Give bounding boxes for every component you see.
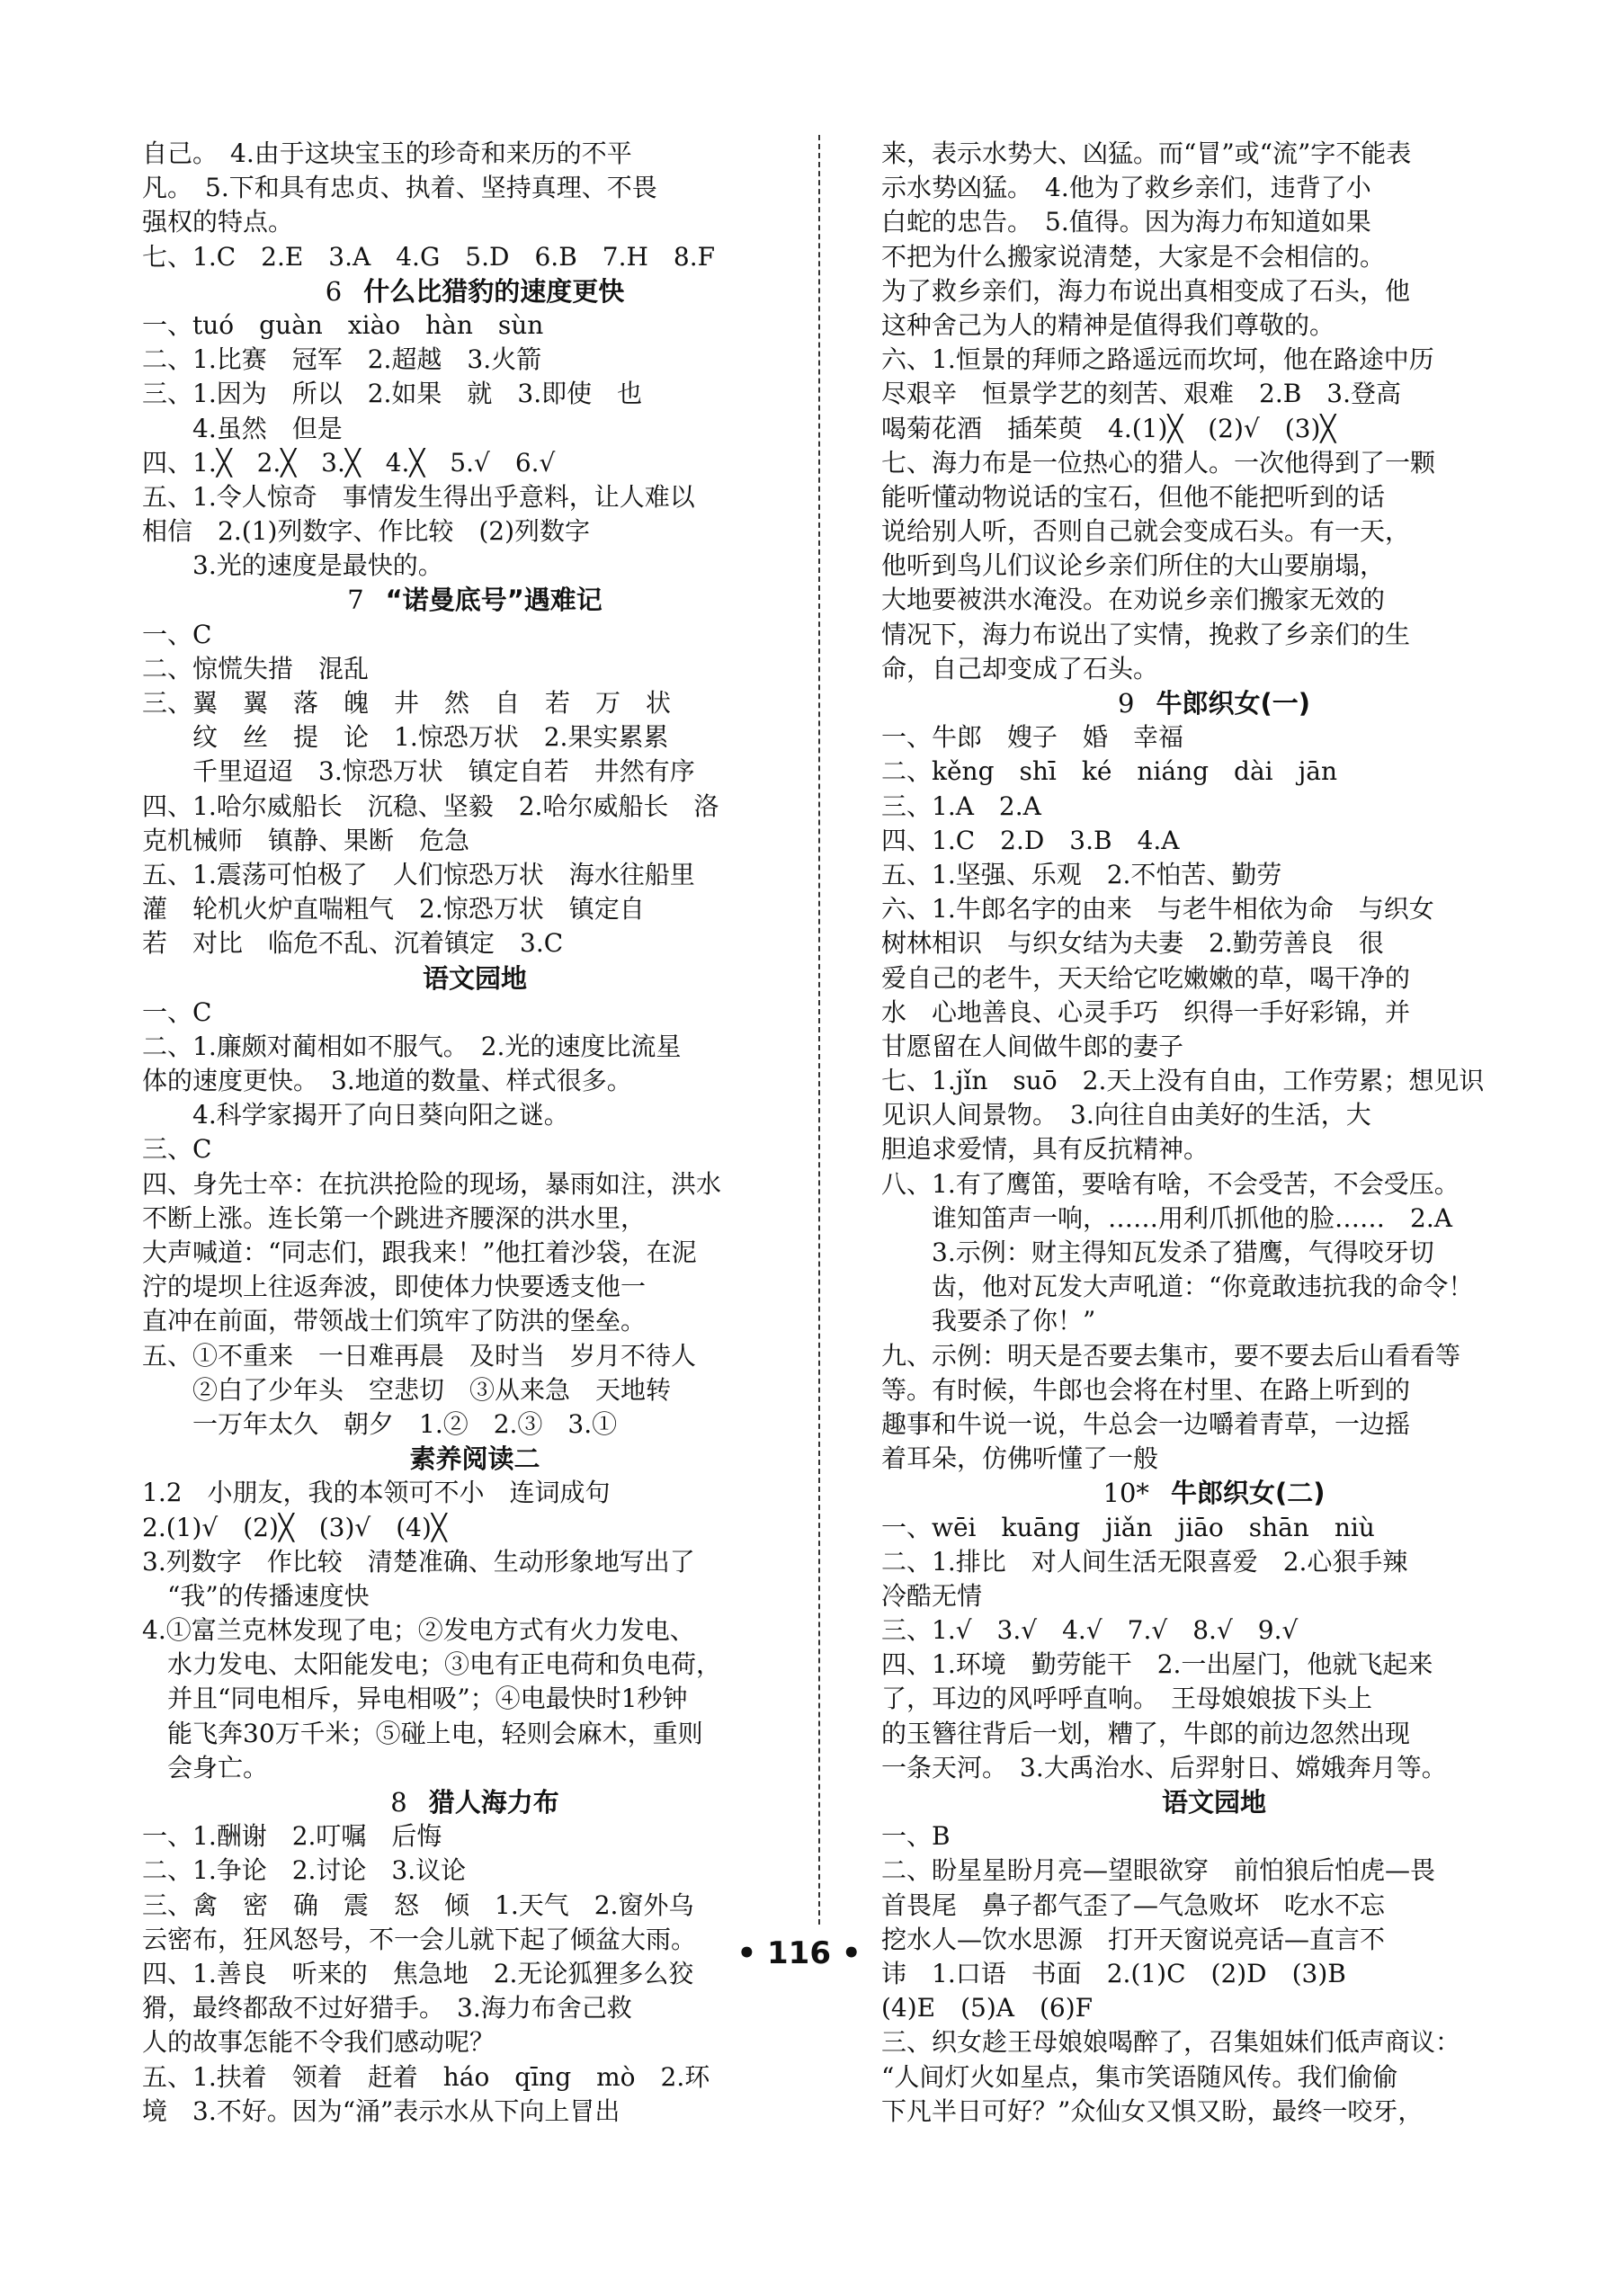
answer-line: 不断上涨。连长第一个跳进齐腰深的洪水里， [142, 1202, 647, 1233]
answer-line: 讳 1.口语 书面 2.(1)C (2)D (3)B [881, 1958, 1346, 1988]
section-number: 6 [325, 275, 343, 307]
answer-line: 2.(1)√ (2)╳ (3)√ (4)╳ [142, 1512, 447, 1542]
section-number: 9 [1118, 688, 1135, 719]
answer-line: 四、1.哈尔威船长 沉稳、坚毅 2.哈尔威船长 洛 [142, 791, 719, 821]
answer-line: 七、1.C 2.E 3.A 4.G 5.D 6.B 7.H 8.F [142, 241, 716, 272]
answer-line: 猾，最终都敌不过好猎手。 3.海力布舍己救 [142, 1993, 632, 2024]
answer-line: 胆追求爱情，具有反抗精神。 [881, 1134, 1210, 1165]
answer-line: 着耳朵，仿佛听懂了一般 [881, 1443, 1159, 1474]
answer-line: 三、1.因为 所以 2.如果 就 3.即使 也 [142, 379, 643, 409]
page-number: • 116 • [737, 1935, 861, 1971]
right-column [881, 137, 1547, 2129]
answer-line: 三、1.√ 3.√ 4.√ 7.√ 8.√ 9.√ [881, 1615, 1299, 1646]
answer-line: 下凡半日可好？”众仙女又惧又盼，最终一咬牙， [881, 2095, 1424, 2126]
answer-line: 树林相识 与织女结为夫妻 2.勤劳善良 很 [881, 928, 1384, 959]
answer-line: “人间灯火如星点，集市笑语随风传。我们偷偷 [881, 2061, 1398, 2092]
answer-line: 二、1.争论 2.讨论 3.议论 [142, 1855, 467, 1886]
answer-line: 不把为什么搬家说清楚，大家是不会相信的。 [881, 241, 1386, 272]
answer-line: 4.①富兰克林发现了电；②发电方式有火力发电、 [142, 1615, 695, 1646]
answer-line: 谁知笛声一响，……用利爪抓他的脸…… 2.A [881, 1202, 1452, 1233]
answer-line: 相信 2.(1)列数字、作比较 (2)列数字 [142, 516, 591, 547]
answer-line: 大地要被洪水淹没。在劝说乡亲们搬家无效的 [881, 585, 1386, 615]
section-heading [142, 1442, 808, 1476]
answer-line: 这种舍己为人的精神是值得我们尊敬的。 [881, 309, 1335, 340]
section-title: 牛郎织女(二) [1170, 1478, 1326, 1509]
answer-line: 千里迢迢 3.惊恐万状 镇定自若 井然有序 [142, 756, 695, 787]
answer-line: (4)E (5)A (6)F [881, 1993, 1094, 2024]
answer-line: 一、wēi kuāng jiǎn jiāo shān niù [881, 1512, 1375, 1542]
answer-line: 4.科学家揭开了向日葵向阳之谜。 [142, 1100, 569, 1130]
answer-line: 3.示例：财主得知瓦发杀了猎鹰，气得咬牙切 [881, 1237, 1434, 1267]
answer-line: 一万年太久 朝夕 1.② 2.③ 3.① [142, 1408, 618, 1439]
answer-line: 六、1.牛郎名字的由来 与老牛相依为命 与织女 [881, 894, 1434, 925]
answer-line: 二、1.廉颇对蔺相如不服气。 2.光的速度比流星 [142, 1031, 682, 1061]
section-heading [881, 686, 1547, 720]
answer-line: 水力发电、太阳能发电；③电有正电荷和负电荷， [142, 1649, 722, 1680]
answer-line: 等。有时候，牛郎也会将在村里、在路上听到的 [881, 1374, 1411, 1405]
answer-line: 命，自己却变成了石头。 [881, 653, 1159, 683]
answer-line: 了，耳边的风呼呼直响。 王母娘娘拔下头上 [881, 1684, 1373, 1714]
answer-line: 尽艰辛 恒景学艺的刻苦、艰难 2.B 3.登高 [881, 379, 1402, 409]
answer-line: 一、tuó guàn xiào hàn sùn [142, 309, 544, 340]
answer-line: 情况下，海力布说出了实情，挽救了乡亲们的生 [881, 619, 1411, 649]
answer-line: 3.光的速度是最快的。 [142, 550, 443, 581]
answer-line: 一、牛郎 嫂子 婚 幸福 [881, 722, 1184, 753]
answer-line: 喝菊花酒 插茱萸 4.(1)╳ (2)√ (3)╳ [881, 413, 1336, 443]
answer-line: 直冲在前面，带领战士们筑牢了防洪的堡垒。 [142, 1306, 647, 1336]
section-title: “诺曼底号”遇难记 [385, 585, 603, 616]
answer-line: 会身亡。 [142, 1752, 269, 1782]
answer-line: 见识人间景物。 3.向往自由美好的生活，大 [881, 1100, 1371, 1130]
answer-line: 首畏尾 鼻子都气歪了—气急败坏 吃水不忘 [881, 1890, 1386, 1920]
answer-line: 纹 丝 提 论 1.惊恐万状 2.果实累累 [142, 722, 669, 753]
section-title: 什么比猎豹的速度更快 [363, 275, 625, 307]
answer-line: 二、1.排比 对人间生活无限喜爱 2.心狠手辣 [881, 1546, 1408, 1577]
section-title: 猎人海力布 [428, 1787, 559, 1818]
answer-line: 示水势凶猛。 4.他为了救乡亲们，违背了小 [881, 173, 1371, 203]
section-number: 7 [347, 585, 364, 616]
answer-line: 五、①不重来 一日难再晨 及时当 岁月不待人 [142, 1340, 697, 1371]
section-number: 10* [1103, 1478, 1149, 1509]
answer-line: 六、1.恒景的拜师之路遥远而坎坷，他在路途中历 [881, 344, 1434, 375]
answer-line: 3.列数字 作比较 清楚准确、生动形象地写出了 [142, 1546, 695, 1577]
answer-line: 二、1.比赛 冠军 2.超越 3.火箭 [142, 344, 542, 375]
answer-line: 并且“同电相斥，异电相吸”；④电最快时1秒钟 [142, 1684, 688, 1714]
column-divider [818, 135, 820, 1925]
answer-line: 四、1.C 2.D 3.B 4.A [881, 825, 1180, 855]
answer-line: 四、1.环境 勤劳能干 2.一出屋门，他就飞起来 [881, 1649, 1433, 1680]
answer-line: 能飞奔30万千米；⑤碰上电，轻则会麻木，重则 [142, 1718, 703, 1748]
answer-line: 说给别人听，否则自己就会变成石头。有一天， [881, 516, 1411, 547]
answer-line: 水 心地善良、心灵手巧 织得一手好彩锦，并 [881, 996, 1411, 1027]
answer-line: 甘愿留在人间做牛郎的妻子 [881, 1031, 1184, 1061]
answer-line: 能听懂动物说话的宝石，但他不能把听到的话 [881, 481, 1386, 512]
answer-line: 齿，他对瓦发大声吼道：“你竟敢违抗我的命令！ [881, 1272, 1474, 1302]
answer-line: 1.2 小朋友，我的本领可不小 连词成句 [142, 1478, 611, 1508]
section-title: 语文园地 [422, 962, 527, 994]
answer-line: 三、翼 翼 落 魄 井 然 自 若 万 状 [142, 688, 672, 718]
answer-line: 五、1.令人惊奇 事情发生得出乎意料，让人难以 [142, 481, 695, 512]
answer-line: 九、示例：明天是否要去集市，要不要去后山看看等 [881, 1340, 1461, 1371]
answer-line: 我要杀了你！” [881, 1306, 1096, 1336]
answer-line: 趣事和牛说一说，牛总会一边嚼着青草，一边摇 [881, 1408, 1411, 1439]
answer-line: 八、1.有了鹰笛，要啥有啥，不会受苦，不会受压。 [881, 1168, 1460, 1199]
answer-line: 灌 轮机火炉直喘粗气 2.惊恐万状 镇定自 [142, 894, 645, 925]
answer-line: 克机械师 镇静、果断 危急 [142, 825, 470, 855]
section-heading [881, 1476, 1547, 1510]
answer-line: 三、禽 密 确 震 怒 倾 1.天气 2.窗外乌 [142, 1890, 694, 1920]
answer-line: 泞的堤坝上往返奔波，即使体力快要透支他一 [142, 1272, 647, 1302]
answer-line: 一、B [881, 1821, 951, 1852]
answer-line: 大声喊道：“同志们，跟我来！”他扛着沙袋，在泥 [142, 1237, 697, 1267]
section-heading [142, 1785, 808, 1819]
answer-line: 四、1.善良 听来的 焦急地 2.无论狐狸多么狡 [142, 1958, 694, 1988]
answer-line: 爱自己的老牛，天天给它吃嫩嫩的草，喝干净的 [881, 962, 1411, 993]
answer-line: 一、C [142, 996, 212, 1027]
answer-line: 七、1.jǐn suō 2.天上没有自由，工作劳累；想见识 [881, 1066, 1485, 1096]
answer-line: ②白了少年头 空悲切 ③从来急 天地转 [142, 1374, 672, 1405]
answer-line: 五、1.震荡可怕极了 人们惊恐万状 海水往船里 [142, 859, 695, 889]
answer-line: 4.虽然 但是 [142, 413, 343, 443]
answer-line: 七、海力布是一位热心的猎人。一次他得到了一颗 [881, 447, 1436, 478]
answer-line: 若 对比 临危不乱、沉着镇定 3.C [142, 928, 564, 959]
answer-line: 的玉簪往背后一划，糟了，牛郎的前边忽然出现 [881, 1718, 1411, 1748]
answer-line: 冷酷无情 [881, 1580, 983, 1611]
answer-line: 凡。 5.下和具有忠贞、执着、坚持真理、不畏 [142, 173, 657, 203]
answer-line: 二、盼星星盼月亮—望眼欲穿 前怕狼后怕虎—畏 [881, 1855, 1436, 1886]
answer-line: 人的故事怎能不令我们感动呢？ [142, 2027, 495, 2058]
answer-line: 四、1.╳ 2.╳ 3.╳ 4.╳ 5.√ 6.√ [142, 447, 556, 478]
answer-line: 二、kěng shī ké niáng dài jān [881, 756, 1338, 787]
answer-line: 五、1.扶着 领着 赶着 háo qīng mò 2.环 [142, 2061, 710, 2092]
answer-line: 为了救乡亲们，海力布说出真相变成了石头，他 [881, 275, 1411, 306]
section-heading [142, 583, 808, 617]
answer-line: 五、1.坚强、乐观 2.不怕苦、勤劳 [881, 859, 1282, 889]
answer-line: 境 3.不好。因为“涌”表示水从下向上冒出 [142, 2095, 620, 2126]
section-title: 素养阅读二 [409, 1443, 540, 1475]
section-heading [142, 274, 808, 308]
answer-line: 来，表示水势大、凶猛。而“冒”或“流”字不能表 [881, 138, 1412, 168]
section-title: 语文园地 [1161, 1787, 1266, 1818]
section-number: 8 [390, 1787, 407, 1818]
answer-line: 白蛇的忠告。 5.值得。因为海力布知道如果 [881, 207, 1371, 237]
answer-line: 自己。 4.由于这块宝玉的珍奇和来历的不平 [142, 138, 632, 168]
answer-line: 三、1.A 2.A [881, 791, 1041, 821]
answer-line: 云密布，狂风怒号，不一会儿就下起了倾盆大雨。 [142, 1924, 697, 1954]
section-heading [142, 961, 808, 996]
answer-line: 一条天河。 3.大禹治水、后羿射日、嫦娥奔月等。 [881, 1752, 1447, 1782]
answer-line: 一、C [142, 619, 212, 649]
answer-line: 三、织女趁王母娘娘喝醉了，召集姐妹们低声商议： [881, 2027, 1461, 2058]
answer-line: 体的速度更快。 3.地道的数量、样式很多。 [142, 1066, 632, 1096]
answer-line: 四、身先士卒：在抗洪抢险的现场，暴雨如注，洪水 [142, 1168, 722, 1199]
section-title: 牛郎织女(一) [1156, 688, 1310, 719]
answer-line: 三、C [142, 1134, 212, 1165]
answer-line: 一、1.酬谢 2.叮嘱 后悔 [142, 1821, 442, 1852]
section-heading [881, 1785, 1547, 1819]
answer-line: 二、惊慌失措 混乱 [142, 653, 370, 683]
answer-line: 他听到鸟儿们议论乡亲们所住的大山要崩塌， [881, 550, 1386, 581]
answer-line: 挖水人—饮水思源 打开天窗说亮话—直言不 [881, 1924, 1386, 1954]
answer-line: 强权的特点。 [142, 207, 294, 237]
left-column [142, 137, 808, 2129]
answer-line: “我”的传播速度快 [142, 1580, 370, 1611]
